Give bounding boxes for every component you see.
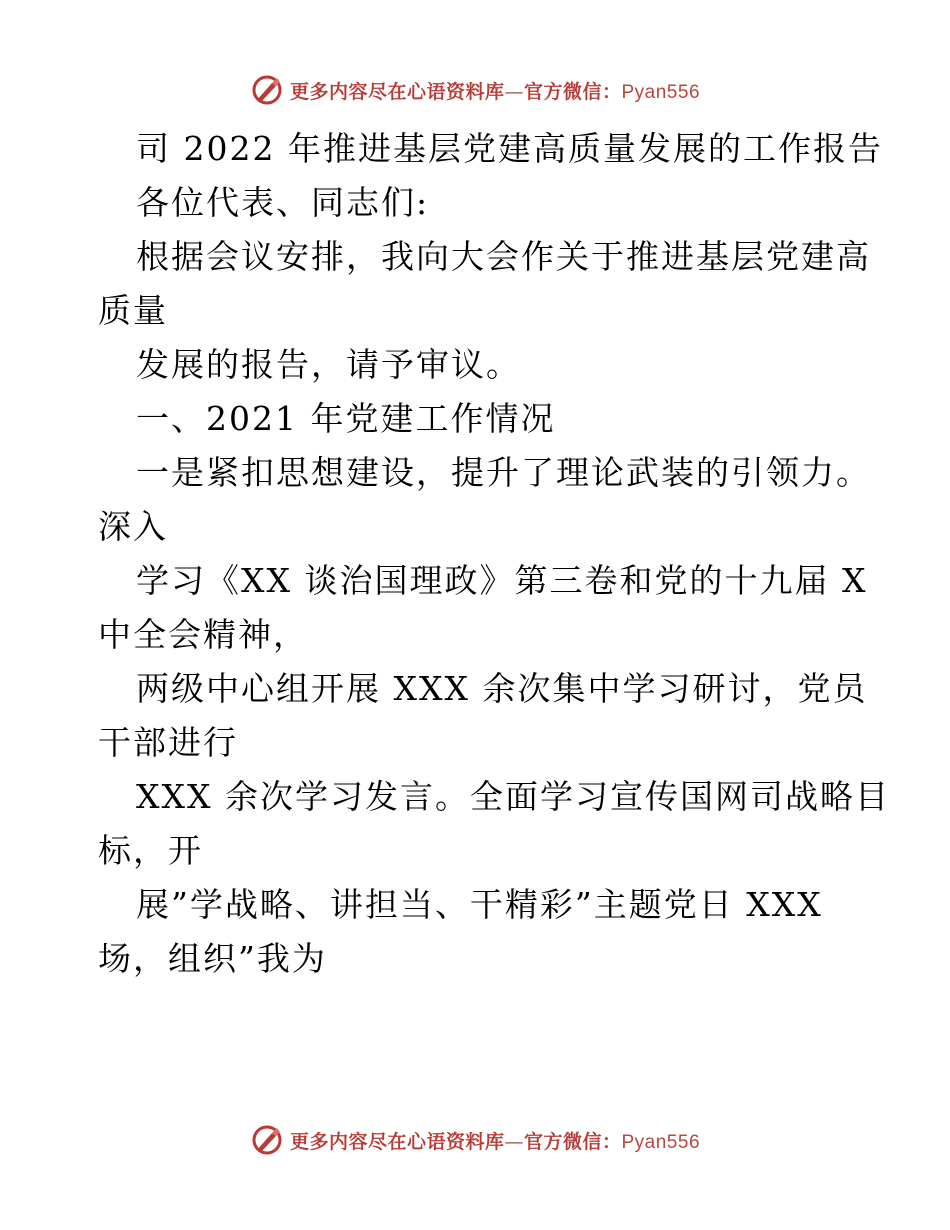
watermark-text — [290, 77, 700, 104]
pen-circle-logo-icon — [250, 73, 284, 107]
document-line: XXX 余次学习发言。全面学习宣传国网司战略目 — [136, 777, 890, 816]
watermark-wechat-label: 官方微信： — [523, 1130, 622, 1153]
document-line: 场，组织”我为 — [98, 939, 327, 978]
document-line: 干部进行 — [98, 723, 238, 762]
document-line: 展”学战略、讲担当、干精彩”主题党日 XXX — [136, 885, 823, 924]
document-line: 深入 — [98, 507, 168, 546]
document-line: 一是紧扣思想建设，提升了理论武装的引领力。 — [136, 453, 871, 492]
watermark-wechat-id: Pyan556 — [621, 81, 701, 103]
watermark-text — [290, 1127, 700, 1154]
pen-circle-logo-icon — [250, 1123, 284, 1157]
watermark-banner-bottom — [0, 1120, 950, 1160]
document-line: 各位代表、同志们: — [136, 183, 430, 222]
watermark-wechat-id: Pyan556 — [621, 1131, 701, 1153]
watermark-separator: — — [504, 1130, 524, 1153]
watermark-site-text: 更多内容尽在心语资料库 — [289, 80, 505, 103]
watermark-separator: — — [504, 80, 524, 103]
document-line: 一、2021 年党建工作情况 — [136, 399, 556, 438]
document-line: 两级中心组开展 XXX 余次集中学习研讨，党员 — [136, 669, 868, 708]
document-line: 根据会议安排，我向大会作关于推进基层党建高 — [136, 237, 871, 276]
document-line: 学习《XX 谈治国理政》第三卷和党的十九届 X — [136, 561, 868, 600]
document-line: 中全会精神， — [98, 615, 308, 654]
document-line: 司 2022 年推进基层党建高质量发展的工作报告 — [136, 129, 883, 168]
watermark-banner-top — [0, 70, 950, 110]
document-line: 标，开 — [98, 831, 203, 870]
document-line: 质量 — [98, 291, 168, 330]
watermark-site-text: 更多内容尽在心语资料库 — [289, 1130, 505, 1153]
watermark-wechat-label: 官方微信： — [523, 80, 622, 103]
document-line: 发展的报告，请予审议。 — [136, 345, 521, 384]
document-body — [98, 122, 890, 986]
